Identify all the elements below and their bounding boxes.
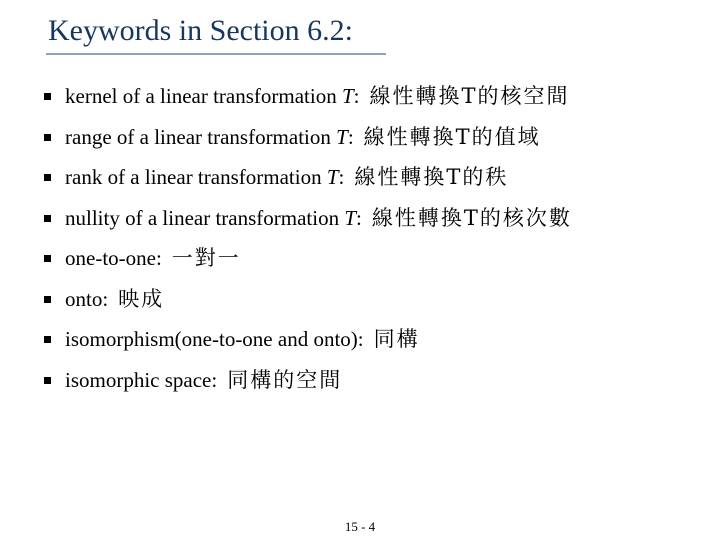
keyword-translation: 線性轉換T的核空間 [369,84,570,108]
square-bullet-icon [44,255,51,262]
keyword-text [65,204,572,232]
keyword-term: isomorphic space: [65,367,218,392]
keyword-term: isomorphism(one-to-one and onto): [65,327,364,351]
keyword-text [65,325,420,353]
keyword-translation: 同構 [373,327,420,351]
keyword-term: rank of a linear transformation T: [65,165,345,189]
keyword-text [65,366,342,394]
keyword-term: one-to-one: [65,246,162,270]
square-bullet-icon [44,215,51,222]
square-bullet-icon [44,336,51,343]
keyword-translation: 線性轉換T的值域 [363,124,541,149]
keyword-text [65,285,164,313]
keyword-translation: 線性轉換T的核次數 [371,205,572,230]
page-number: 15 - 4 [344,519,376,534]
keyword-text [65,163,508,191]
square-bullet-icon [44,377,51,384]
keyword-term: onto: [65,286,109,311]
slide-title: Keywords in Section 6.2: [48,14,353,47]
square-bullet-icon [44,134,51,141]
keyword-translation: 線性轉換T的秩 [354,165,509,189]
keyword-term: nullity of a linear transformation T: [65,205,362,230]
keyword-translation: 同構的空間 [227,367,343,392]
keyword-term: kernel of a linear transformation T: [65,84,360,108]
square-bullet-icon [44,296,51,303]
keyword-translation: 一對一 [171,246,241,270]
title-underline [46,53,386,55]
keyword-text [65,82,570,110]
keyword-translation: 映成 [118,286,165,311]
keyword-term: range of a linear transformation T: [65,124,354,149]
square-bullet-icon [44,93,51,100]
square-bullet-icon [44,174,51,181]
keyword-text [65,123,541,151]
keyword-text [65,244,241,272]
